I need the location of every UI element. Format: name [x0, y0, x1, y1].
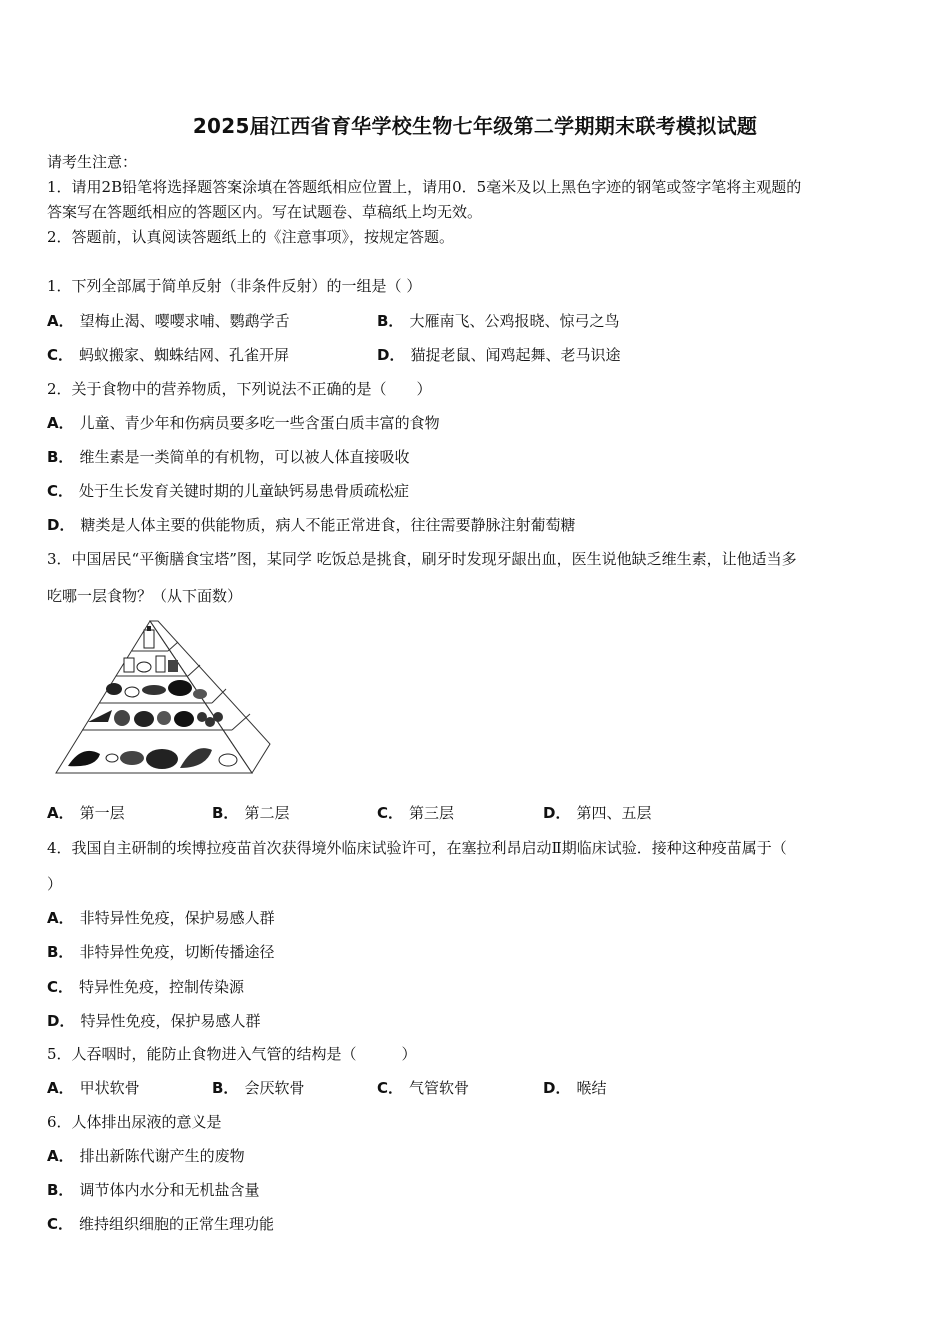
question-6-stem: 6．人体排出尿液的意义是: [47, 1113, 222, 1131]
question-3-stem-cont: 吃哪一层食物？（从下面数）: [47, 587, 243, 605]
notice-heading: 请考生注意：: [47, 153, 138, 171]
q3-option-c[interactable]: C． 第三层: [377, 804, 455, 822]
q4-option-a[interactable]: A． 非特异性免疫，保护易感人群: [47, 909, 275, 927]
notice-item-1-cont: 答案写在答题纸相应的答题区内。写在试题卷、草稿纸上均无效。: [47, 203, 483, 221]
page-title: 2025届江西省育华学校生物七年级第二学期期末联考模拟试题: [192, 114, 758, 138]
q5-option-b[interactable]: B． 会厌软骨: [212, 1079, 305, 1097]
q6-option-a[interactable]: A． 排出新陈代谢产生的废物: [47, 1147, 245, 1165]
q2-option-c[interactable]: C． 处于生长发育关键时期的儿童缺钙易患骨质疏松症: [47, 482, 410, 500]
q5-option-a[interactable]: A． 甲状软骨: [47, 1079, 140, 1097]
q6-option-c[interactable]: C． 维持组织细胞的正常生理功能: [47, 1215, 275, 1233]
q1-option-a[interactable]: A． 望梅止渴、嘤嘤求哺、鹦鹉学舌: [47, 312, 290, 330]
notice-item-1: 1．请用2B铅笔将选择题答案涂填在答题纸相应位置上，请用0．5毫米及以上黑色字迹的钢笔或签字笔将主观题的: [47, 178, 802, 196]
q1-option-b[interactable]: B． 大雁南飞、公鸡报晓、惊弓之鸟: [377, 312, 620, 330]
question-3-stem: 3．中国居民“平衡膳食宝塔”图，某同学 吃饭总是挑食，刷牙时发现牙龈出血，医生说他缺乏维生素，让他适当多: [47, 550, 797, 568]
notice-item-2: 2．答题前，认真阅读答题纸上的《注意事项》，按规定答题。: [47, 228, 455, 246]
q1-option-d[interactable]: D． 猫捉老鼠、闻鸡起舞、老马识途: [377, 346, 621, 364]
q4-option-d[interactable]: D． 特异性免疫，保护易感人群: [47, 1012, 261, 1030]
question-2-stem: 2．关于食物中的营养物质，下列说法不正确的是（ ）: [47, 380, 432, 398]
q5-option-c[interactable]: C． 气管软骨: [377, 1079, 470, 1097]
q3-option-a[interactable]: A． 第一层: [47, 804, 125, 822]
q2-option-b[interactable]: B． 维生素是一类简单的有机物，可以被人体直接吸收: [47, 448, 410, 466]
q3-option-b[interactable]: B． 第二层: [212, 804, 290, 822]
q4-option-b[interactable]: B． 非特异性免疫，切断传播途径: [47, 943, 275, 961]
q3-option-d[interactable]: D． 第四、五层: [543, 804, 652, 822]
q6-option-b[interactable]: B． 调节体内水分和无机盐含量: [47, 1181, 260, 1199]
question-1-stem: 1．下列全部属于简单反射（非条件反射）的一组是（ ）: [47, 277, 422, 295]
q5-option-d[interactable]: D． 喉结: [543, 1079, 607, 1097]
q2-option-a[interactable]: A． 儿童、青少年和伤病员要多吃一些含蛋白质丰富的食物: [47, 414, 440, 432]
q4-option-c[interactable]: C． 特异性免疫，控制传染源: [47, 978, 245, 996]
food-pyramid-icon: [52, 618, 272, 780]
question-4-stem: 4．我国自主研制的埃博拉疫苗首次获得境外临床试验许可，在塞拉利昂启动Ⅱ期临床试验．接种这种疫苗属于（: [47, 839, 787, 857]
question-4-stem-cont: ）: [47, 875, 63, 893]
question-5-stem: 5．人吞咽时，能防止食物进入气管的结构是（ ）: [47, 1045, 417, 1063]
q2-option-d[interactable]: D． 糖类是人体主要的供能物质，病人不能正常进食，往往需要静脉注射葡萄糖: [47, 516, 576, 534]
q1-option-c[interactable]: C． 蚂蚁搬家、蜘蛛结网、孔雀开屏: [47, 346, 290, 364]
